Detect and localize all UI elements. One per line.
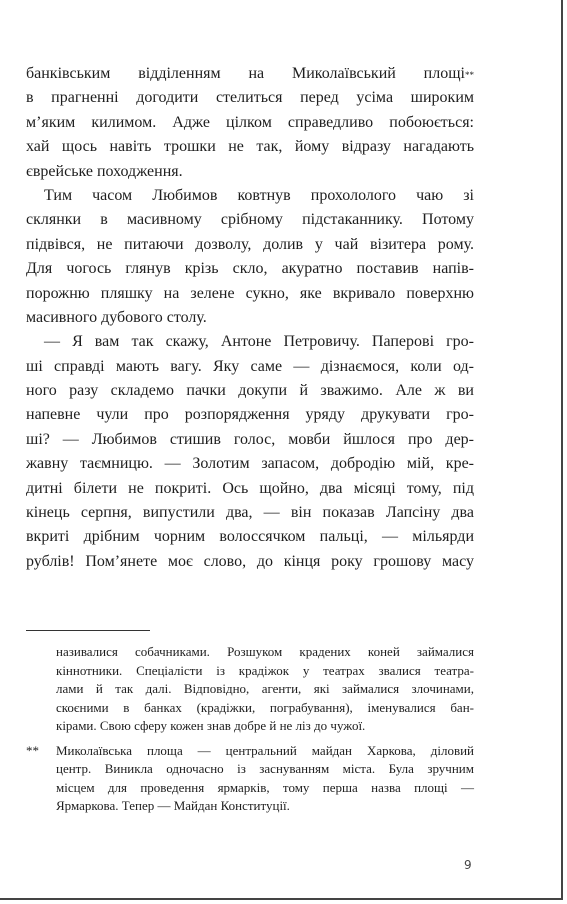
text-line (26, 355, 474, 379)
footnote-line: лами й так далі. Відповідно, агенти, які займалися злочинами, (56, 681, 474, 696)
text-line-content: кінець серпня, випустили два, — він показав Лапсіну два (26, 504, 474, 522)
text-line-content: банківським відділенням на Миколаївський площі (26, 65, 465, 82)
footnote-line: скоєними в банках (крадіжки, пограбування), іменувалися бан- (56, 699, 474, 715)
text-line-content: склянки в масивному срібному підстаканнику. Потому (26, 211, 474, 229)
text-line (26, 452, 474, 476)
text-line (26, 550, 474, 574)
text-line-content: напевне чули про розпорядження уряду друкувати гро- (26, 406, 474, 424)
text-line-content: дитні білети не покриті. Ось щойно, два місяці тому, під (26, 479, 474, 497)
main-text (26, 62, 474, 574)
text-line (26, 184, 474, 208)
text-line-content: рублів! Пом’янете моє слово, до кінця року грошову масу (26, 552, 474, 570)
footnote-separator (26, 630, 150, 631)
footnote-line: називалися собачниками. Розшуком крадених коней займалися (56, 644, 474, 659)
text-line-content: масивного дубового столу. (26, 308, 207, 326)
text-line (26, 208, 474, 232)
text-line-content: Тим часом Любимов ковтнув прохололого чаю зі (44, 186, 474, 204)
text-line-content: ші справді мають вагу. Яку саме — дізнаємося, коли од- (26, 357, 474, 375)
text-line-content: — Я вам так скажу, Антоне Петровичу. Паперові гро- (44, 333, 474, 351)
text-line (26, 160, 474, 184)
footnote-marker: ** (26, 742, 39, 758)
footnote-line: кіннотники. Спеціалісти із крадіжок у театрах звалися театра- (56, 662, 474, 678)
page-number: 9 (464, 858, 472, 872)
text-line (26, 477, 474, 501)
text-line (26, 306, 474, 330)
text-line (26, 379, 474, 403)
text-line (26, 428, 474, 452)
text-line-content: ші? — Любимов стишив голос, мовби йшлося про дер- (26, 430, 474, 448)
text-line-content: Для чогось глянув крізь скло, акуратно поставив напів- (26, 260, 474, 278)
text-line-content: порожню пляшку на зелене сукно, яке вкривало поверхню (26, 284, 474, 302)
text-line (26, 403, 474, 427)
text-line-content: жавну таємницю. — Золотим запасом, добродію мій, кре- (26, 455, 474, 473)
footnote (26, 643, 474, 736)
text-line-content: єврейське походження. (26, 162, 183, 180)
text-line-content: в прагненні догодити стелиться перед усіма широким (26, 89, 474, 107)
footnote-line: центр. Виникла одночасно із заснуванням міста. Була зручним (56, 761, 474, 776)
text-line (26, 111, 474, 135)
text-line-content: підвівся, не питаючи дозволу, долив у чай візитера рому. (26, 235, 474, 253)
footnote-line: кірами. Свою сферу кожен знав добре й не ліз до чужої. (56, 718, 366, 733)
footnote-line: Миколаївська площа — центральний майдан Харкова, діловий (56, 742, 474, 758)
footnote-reference: ** (465, 70, 474, 80)
text-line-content: вкриті дрібним чорним волоссячком пальці, — мільярди (26, 528, 474, 546)
footnote (26, 742, 474, 816)
text-line-content: хай щось навіть трошки не так, йому відразу нагадають (26, 138, 474, 156)
text-line (26, 525, 474, 549)
footnote-line: місцем для проведення ярмарків, тому перша назва площі — (56, 779, 474, 795)
text-line (26, 62, 474, 86)
footnotes (26, 643, 474, 816)
text-line (26, 501, 474, 525)
text-line (26, 135, 474, 159)
text-line (26, 282, 474, 306)
text-line (26, 330, 474, 354)
footnote-line: Ярмаркова. Тепер — Майдан Конституції. (56, 798, 290, 813)
text-line (26, 233, 474, 257)
text-line-content: ного разу складемо пачки докупи й зважимо. Але ж ви (26, 382, 474, 400)
text-line-content: м’яким килимом. Адже цілком справедливо побоюється: (26, 113, 474, 131)
text-line (26, 257, 474, 281)
text-line (26, 86, 474, 110)
